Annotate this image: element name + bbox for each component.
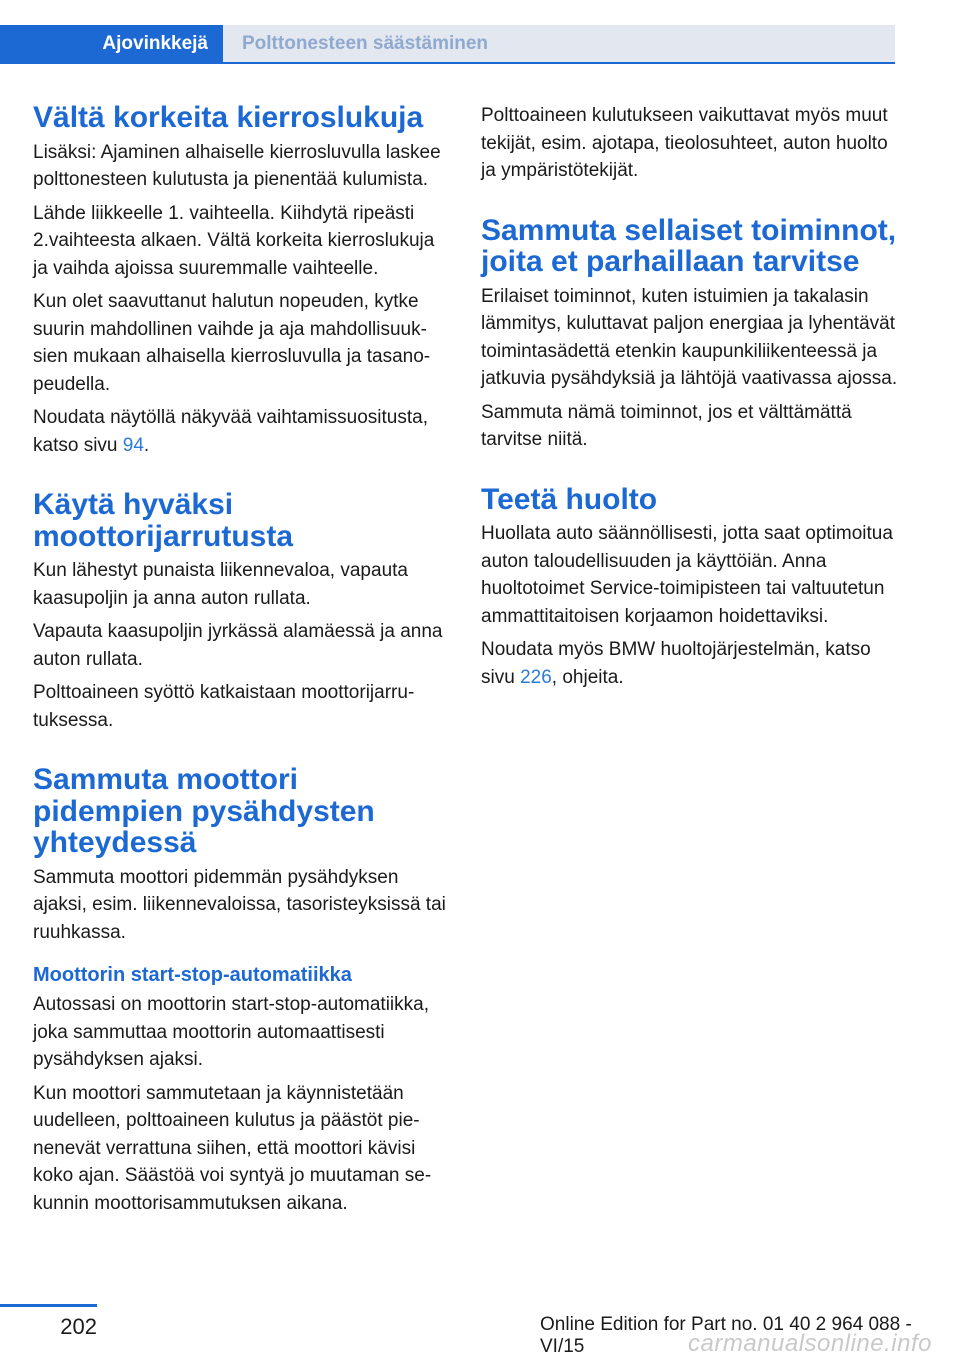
- left-column: [33, 102, 451, 1223]
- page-link-226[interactable]: 226: [520, 666, 552, 688]
- paragraph-text: Noudata näytöllä näkyvää vaihtamissuositusta, katso sivu: [33, 407, 429, 456]
- paragraph: Huollata auto säännöllisesti, jotta saat optimoitua auton taloudellisuuden ja käyttöiän. Anna huoltotoimet Service-toimipisteen tai valtuutetun ammattitaitoisen korjaamon hoidettaviksi.: [481, 523, 893, 627]
- paragraph: Vapauta kaasupoljin jyrkässä alamäessä ja anna auton rullata.: [33, 621, 443, 670]
- page-header: [0, 25, 895, 62]
- edition-text: Online Edition for Part no. 01 40 2 964 088 - VI/15: [540, 1314, 912, 1357]
- paragraph: Sammuta moottori pidemmän pysähdyksen ajaksi, esim. liikennevaloissa, tasoristeyksissä tai ruuhkassa.: [33, 866, 446, 943]
- right-column: [481, 102, 899, 697]
- section-heading-engine-off: Sammuta moottori pidempien pysähdysten yhteydessä: [33, 763, 375, 859]
- section-heading-service: Teetä huolto: [481, 482, 658, 516]
- paragraph-end: , ohjeita.: [551, 666, 624, 688]
- page-link-94[interactable]: 94: [122, 434, 144, 456]
- section-heading-engine-braking: Käytä hyväksi moottorijarrutusta: [33, 488, 294, 553]
- paragraph: Sammuta nämä toiminnot, jos et välttämättä tarvitse niitä.: [481, 401, 852, 450]
- paragraph-text: Noudata myös BMW huoltojärjestelmän, katso sivu: [481, 639, 871, 688]
- section-heading-high-rpm: Vältä korkeita kierroslukuja: [33, 101, 424, 134]
- page-number: 202: [60, 1314, 97, 1339]
- paragraph: Kun olet saavuttanut halutun nopeuden, kytke suurin mahdollinen vaihde ja aja mahdollisuuksien mukaan alhaisella kierrosluvulla ja tasanopeudella.: [33, 291, 431, 395]
- chapter-tab[interactable]: Polttonesteen säästäminen: [223, 25, 895, 62]
- paragraph: Polttoaineen kulutukseen vaikuttavat myös muut tekijät, esim. ajotapa, tieolosuhteet, auton huolto ja ympäristötekijät.: [481, 105, 888, 181]
- watermark: carmanualsonline.info: [688, 1330, 932, 1357]
- section-tab[interactable]: Ajovinkkejä: [0, 25, 223, 62]
- paragraph: Erilaiset toiminnot, kuten istuimien ja takalasin lämmitys, kuluttavat paljon energiaa ja lyhentävät toimintasädettä etenkin kaupunkiliikenteessä ja jatkuvia pysähdyksiä ja lähtöjä vaativassa ajossa.: [481, 285, 898, 389]
- paragraph: Polttoaineen syöttö katkaistaan moottorijarrutuksessa.: [33, 682, 415, 731]
- paragraph: Kun moottori sammutetaan ja käynnistetään uudelleen, polttoaineen kulutus ja päästöt pienenevät verrattuna siihen, että moottori kävisi koko ajan. Säästöä voi syntyä jo muutaman sekunnin moottorisammutuksen aikana.: [33, 1082, 432, 1214]
- section-heading-turn-off-functions: Sammuta sellaiset toiminnot, joita et parhaillaan tarvitse: [481, 213, 897, 278]
- paragraph: Kun lähestyt punaista liikennevaloa, vapauta kaasupoljin ja anna auton rullata.: [33, 560, 408, 609]
- paragraph: Lisäksi: Ajaminen alhaiselle kierrosluvulla laskee polttonesteen kulutusta ja pienentää kulumista.: [33, 141, 441, 190]
- paragraph: Lähde liikkeelle 1. vaihteella. Kiihdytä ripeästi 2.vaihteesta alkaen. Vältä korkeita kierroslukuja ja vaihda ajoissa suuremmalle vaihteelle.: [33, 202, 435, 279]
- paragraph-with-link: [481, 636, 899, 691]
- paragraph-end: .: [143, 434, 150, 456]
- paragraph: Autossasi on moottorin start-stop-automatiikka, joka sammuttaa moottorin automaattisesti pysähdyksen ajaksi.: [33, 994, 430, 1070]
- footer-rule: [0, 1304, 97, 1307]
- subheading-start-stop: Moottorin start-stop-automatiikka: [33, 964, 352, 986]
- header-rule: [0, 62, 895, 64]
- paragraph-with-link: [33, 404, 451, 459]
